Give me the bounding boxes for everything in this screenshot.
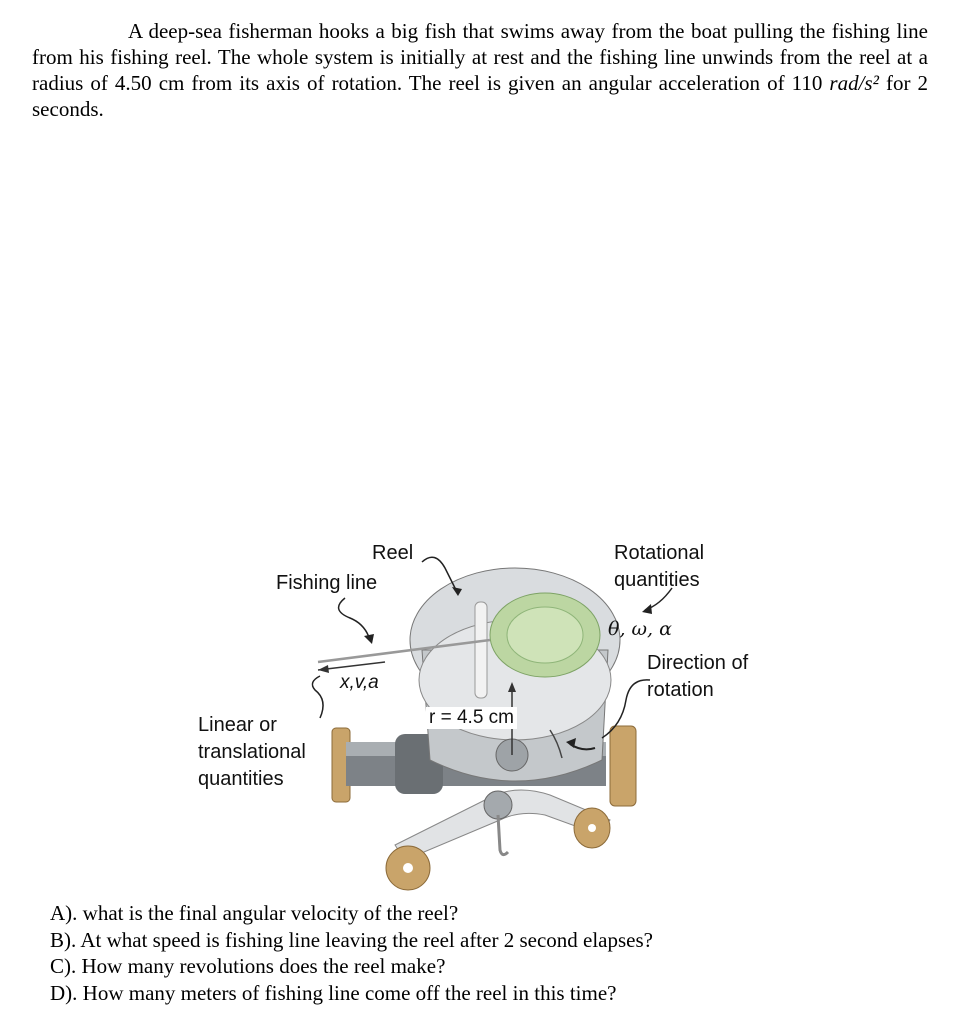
direction-label-1: Direction of bbox=[647, 652, 749, 674]
line-guide-post bbox=[475, 602, 487, 698]
linear-label-1: Linear or bbox=[198, 714, 277, 736]
question-list bbox=[50, 900, 930, 1006]
question-d: D). How many meters of fishing line come off the reel in this time? bbox=[50, 980, 617, 1005]
leader-fishing-line bbox=[339, 598, 370, 640]
acceleration-unit: rad/s² bbox=[829, 71, 879, 95]
rotational-variables: θ, ω, α bbox=[608, 618, 672, 640]
linear-variables: x,v,a bbox=[340, 672, 379, 693]
problem-text-end: for 2 seconds. bbox=[32, 71, 928, 121]
question-b: B). At what speed is fishing line leaving the reel after 2 second elapses? bbox=[50, 927, 653, 952]
question-c: C). How many revolutions does the reel make? bbox=[50, 954, 446, 978]
radius-label: r = 4.5 cm bbox=[426, 707, 517, 729]
fishing-reel-figure bbox=[190, 530, 790, 900]
leader-linear bbox=[312, 676, 323, 718]
question-a: A). what is the final angular velocity of the reel? bbox=[50, 901, 459, 925]
fishing-line-label: Fishing line bbox=[276, 572, 378, 594]
linear-label-3: quantities bbox=[198, 768, 284, 790]
problem-statement bbox=[32, 18, 928, 122]
problem-text: A deep-sea fisherman hooks a big fish that swims away from the boat pulling the fishing line from his fishing reel. The whole system is initially at rest and the fishing line unwinds from the reel at a radius of 4.50 cm from its axis of rotation. The reel is given an angular acceleration of 110 bbox=[32, 19, 928, 95]
rotational-label-2: quantities bbox=[614, 569, 700, 591]
rotational-label-1: Rotational bbox=[614, 542, 705, 564]
reel-label: Reel bbox=[372, 542, 414, 564]
linear-label-2: translational bbox=[198, 741, 306, 763]
right-end-cap bbox=[610, 726, 636, 806]
direction-label-2: rotation bbox=[647, 679, 714, 701]
